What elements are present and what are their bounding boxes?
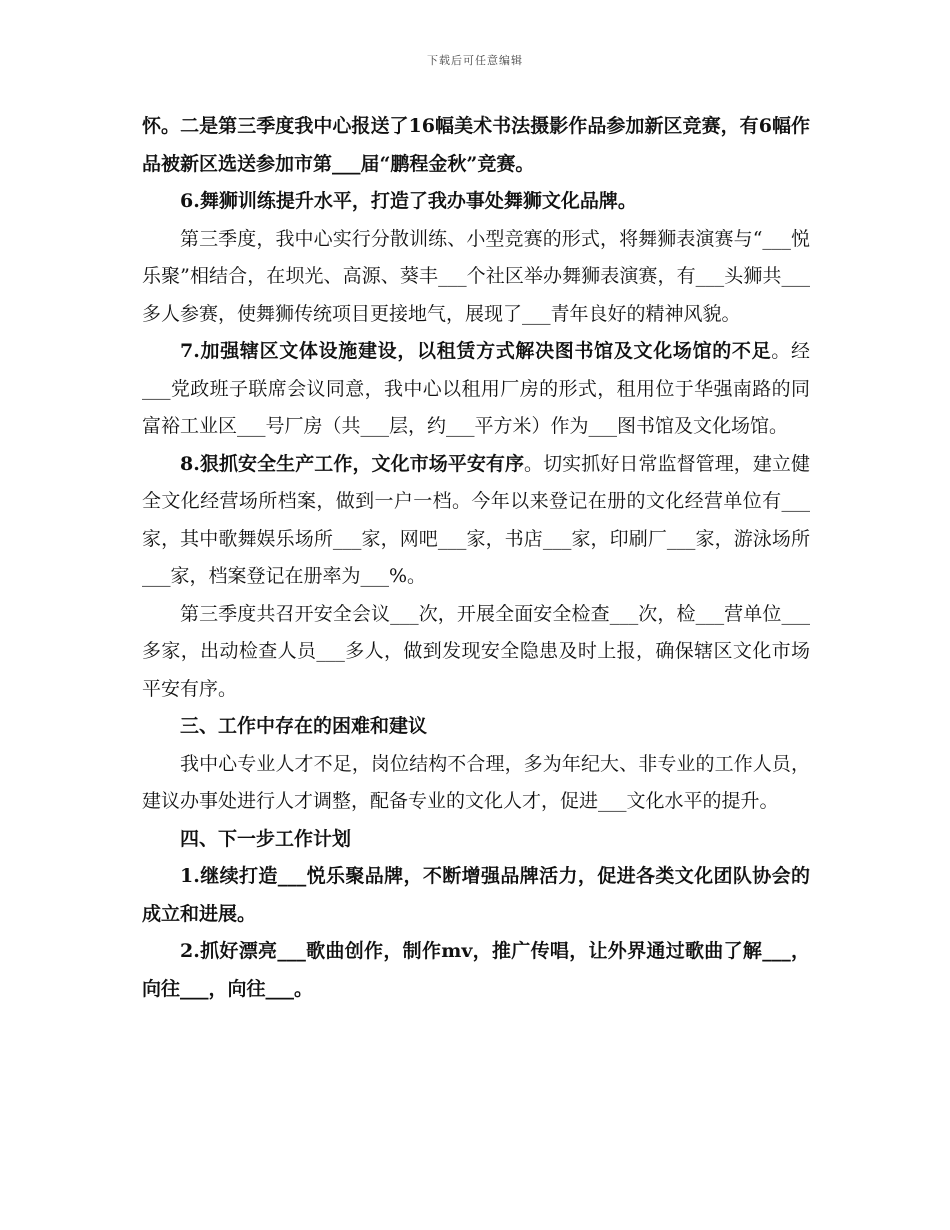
- page-header: 下载后可任意编辑: [427, 54, 523, 67]
- paragraph-1: [142, 108, 810, 183]
- section-heading-3: [142, 708, 810, 746]
- paragraph-5-text: 。切实抓好日常监督管理，建立健全文化经营场所档案，做到一户一档。今年以来登记在册的文化经营单位有___家，其中歌舞娱乐场所___家，网吧___家，书店___家，印刷厂___家，游泳场所___家，档案登记在册率为___%。: [142, 452, 810, 587]
- paragraph-4-bold: 7.加强辖区文体设施建设，以租赁方式解决图书馆及文化场馆的不足: [180, 340, 772, 362]
- paragraph-4-text: 。经___党政班子联席会议同意，我中心以租用厂房的形式，租用位于华强南路的同富裕工业区___号厂房（共___层，约___平方米）作为___图书馆及文化场馆。: [142, 340, 810, 437]
- paragraph-5: [142, 446, 810, 596]
- section-heading-4: [142, 821, 810, 859]
- paragraph-1-bold: 怀。二是第三季度我中心报送了16幅美术书法摄影作品参加新区竞赛，有6幅作品被新区选送参加市第___届“鹏程金秋”竞赛。: [142, 115, 810, 175]
- paragraph-2-heading: [142, 183, 810, 221]
- paragraph-9: [142, 933, 810, 1008]
- paragraph-8-bold: 1.继续打造___悦乐聚品牌，不断增强品牌活力，促进各类文化团队协会的成立和进展。: [142, 865, 810, 925]
- paragraph-6-text: 第三季度共召开安全会议___次，开展全面安全检查___次，检___营单位___多家，出动检查人员___多人，做到发现安全隐患及时上报，确保辖区文化市场平安有序。: [142, 602, 810, 700]
- section-heading-3-text: 三、工作中存在的困难和建议: [180, 715, 428, 737]
- paragraph-7-text: 我中心专业人才不足，岗位结构不合理，多为年纪大、非专业的工作人员，建议办事处进行人才调整，配备专业的文化人才，促进___文化水平的提升。: [142, 752, 810, 812]
- paragraph-5-bold: 8.狠抓安全生产工作，文化市场平安有序: [180, 452, 525, 475]
- paragraph-9-bold: 2.抓好漂亮___歌曲创作，制作mv，推广传唱，让外界通过歌曲了解___，向往___，向往___。: [142, 940, 810, 1000]
- paragraph-7: [142, 746, 810, 821]
- section-heading-4-text: 四、下一步工作计划: [180, 827, 352, 850]
- paragraph-4: [142, 333, 810, 446]
- paragraph-8: [142, 858, 810, 933]
- document-body: [142, 108, 810, 1008]
- paragraph-3: [142, 221, 810, 334]
- paragraph-6: [142, 596, 810, 709]
- paragraph-3-text: 第三季度，我中心实行分散训练、小型竞赛的形式，将舞狮表演赛与“___悦乐聚”相结合，在坝光、高源、葵丰___个社区举办舞狮表演赛，有___头狮共___多人参赛，使舞狮传统项目更接地气，展现了___青年良好的精神风貌。: [142, 227, 810, 325]
- paragraph-2-bold: 6.舞狮训练提升水平，打造了我办事处舞狮文化品牌。: [180, 190, 637, 212]
